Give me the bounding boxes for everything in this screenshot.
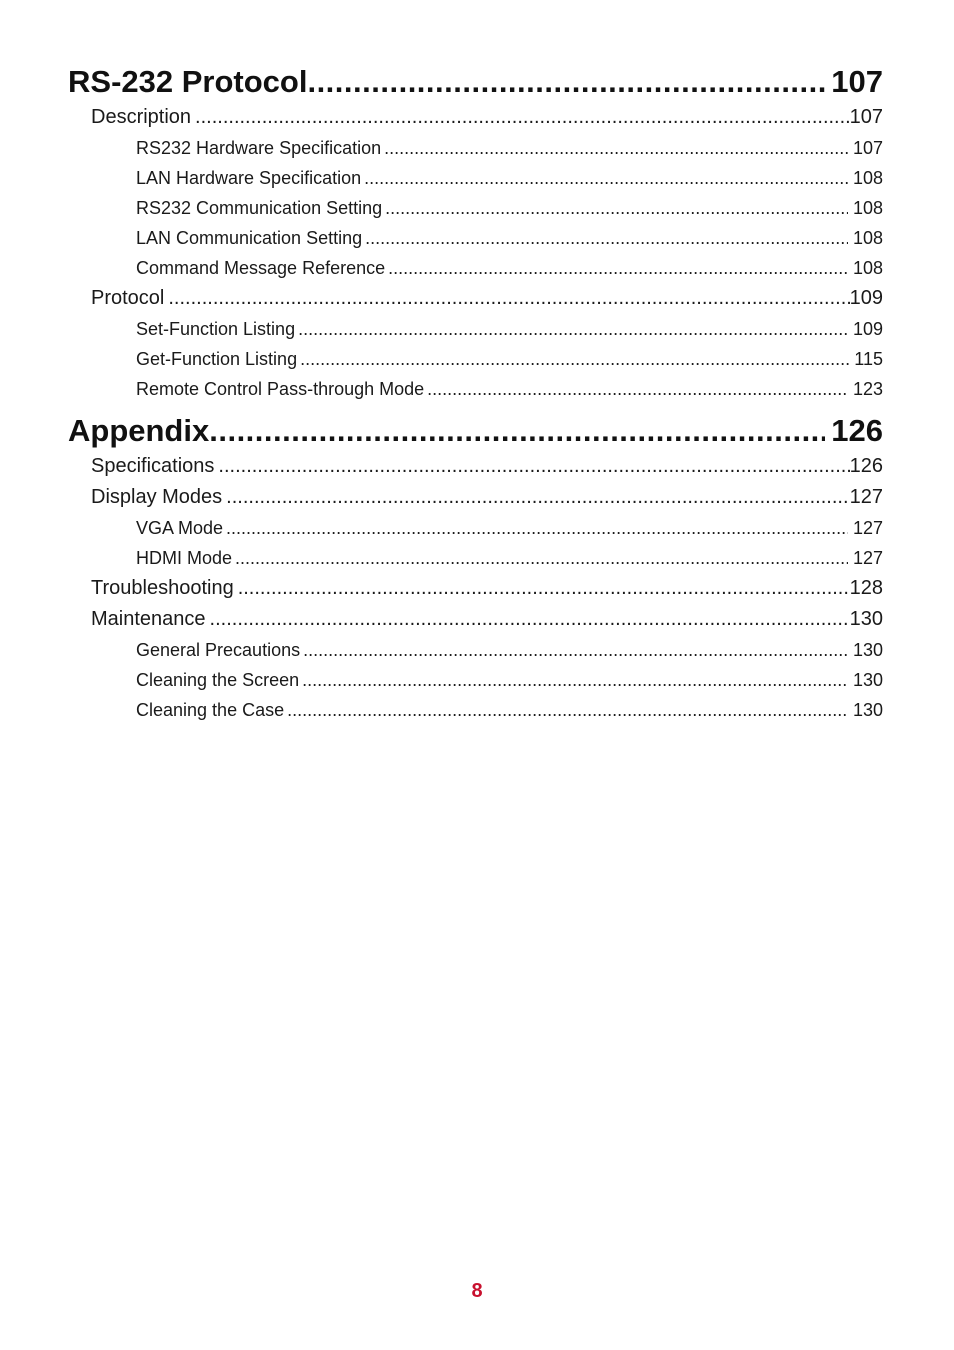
toc-entry-page: 107 [831,64,883,99]
toc-entry-protocol[interactable] [68,283,883,314]
dot-leader [364,163,848,193]
page-number: 8 [471,1280,483,1302]
toc-entry-title: LAN Hardware Specification [136,168,362,188]
dot-leader [307,62,825,102]
toc-entry-rs232-communication-setting[interactable] [68,193,883,223]
toc-entry-page: 130 [852,640,883,660]
toc-entry-page: 115 [854,349,883,369]
toc-entry-maintenance[interactable] [68,604,883,635]
toc-entry-page: 130 [852,700,883,720]
toc-entry-remote-control-pass-through-mode[interactable] [68,374,883,404]
toc-entry-page: 128 [849,577,883,599]
toc-entry-appendix[interactable] [68,411,883,451]
toc-entry-page: 109 [852,319,883,339]
toc-entry-title: Specifications [91,455,215,477]
toc-entry-title: HDMI Mode [136,548,233,568]
dot-leader [226,482,849,513]
toc-entry-description[interactable] [68,102,883,133]
toc-entry-lan-communication-setting[interactable] [68,223,883,253]
table-of-contents [68,62,883,725]
dot-leader [427,374,848,404]
toc-entry-page: 108 [852,168,883,188]
toc-entry-hdmi-mode[interactable] [68,543,883,573]
toc-entry-page: 108 [852,198,883,218]
toc-entry-title: General Precautions [136,640,301,660]
toc-entry-title: RS232 Hardware Specification [136,138,382,158]
toc-entry-cleaning-the-screen[interactable] [68,665,883,695]
toc-entry-set-function-listing[interactable] [68,314,883,344]
toc-entry-title: Cleaning the Case [136,700,285,720]
toc-entry-title: Remote Control Pass-through Mode [136,379,425,399]
toc-entry-title: Maintenance [91,608,206,630]
dot-leader [238,573,850,604]
toc-entry-page: 126 [831,413,883,448]
toc-entry-lan-hardware-specification[interactable] [68,163,883,193]
toc-entry-title: Get-Function Listing [136,349,298,369]
toc-entry-page: 108 [852,258,883,278]
dot-leader [385,193,848,223]
toc-entry-page: 127 [852,518,883,538]
toc-entry-cleaning-the-case[interactable] [68,695,883,725]
toc-entry-page: 107 [852,138,883,158]
dot-leader [235,543,848,573]
toc-entry-get-function-listing[interactable] [68,344,883,374]
dot-leader [302,665,848,695]
dot-leader [384,133,848,163]
toc-entry-title: Cleaning the Screen [136,670,300,690]
toc-entry-rs232-protocol[interactable] [68,62,883,102]
dot-leader [388,253,848,283]
dot-leader [303,635,848,665]
toc-entry-general-precautions[interactable] [68,635,883,665]
dot-leader [209,411,825,451]
toc-entry-page: 107 [849,106,883,128]
dot-leader [298,314,848,344]
toc-entry-page: 127 [852,548,883,568]
dot-leader [226,513,848,543]
toc-entry-title: Protocol [91,287,165,309]
toc-entry-rs232-hardware-specification[interactable] [68,133,883,163]
toc-entry-title: Troubleshooting [91,577,234,599]
dot-leader [210,604,850,635]
toc-entry-page: 127 [849,486,883,508]
toc-entry-page: 130 [852,670,883,690]
toc-entry-page: 126 [849,455,883,477]
toc-entry-title: Description [91,106,192,128]
dot-leader [168,283,849,314]
toc-entry-page: 109 [849,287,883,309]
toc-entry-command-message-reference[interactable] [68,253,883,283]
toc-entry-troubleshooting[interactable] [68,573,883,604]
toc-entry-title: Appendix [68,413,210,448]
dot-leader [300,344,849,374]
toc-entry-title: Set-Function Listing [136,319,296,339]
dot-leader [365,223,848,253]
toc-entry-title: RS232 Communication Setting [136,198,383,218]
toc-entry-display-modes[interactable] [68,482,883,513]
toc-entry-title: LAN Communication Setting [136,228,363,248]
dot-leader [218,451,849,482]
toc-entry-title: Display Modes [91,486,223,508]
toc-entry-title: RS-232 Protocol [68,64,308,99]
dot-leader [195,102,850,133]
toc-entry-page: 130 [849,608,883,630]
toc-entry-vga-mode[interactable] [68,513,883,543]
toc-entry-title: VGA Mode [136,518,224,538]
toc-entry-page: 108 [852,228,883,248]
toc-entry-page: 123 [852,379,883,399]
toc-entry-specifications[interactable] [68,451,883,482]
dot-leader [287,695,848,725]
toc-entry-title: Command Message Reference [136,258,386,278]
